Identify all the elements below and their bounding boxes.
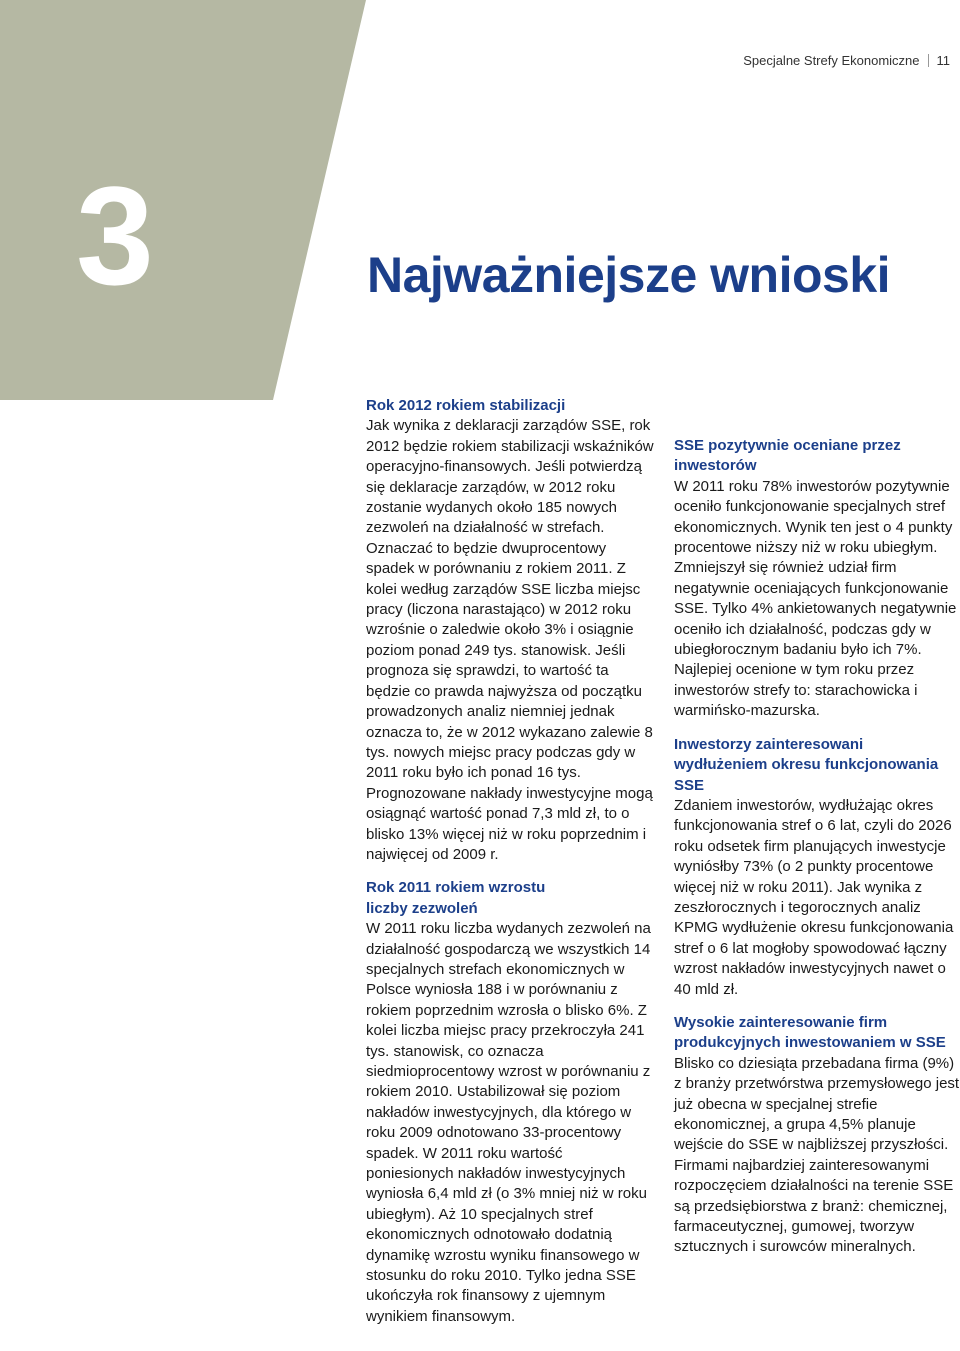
section-extension-interest: [674, 735, 960, 1000]
section-heading: Wysokie zainteresowanie firm produkcyjnych inwestowaniem w SSE: [674, 1013, 946, 1052]
section-body: Zdaniem inwestorów, wydłużając okres funkcjonowania stref o 6 lat, czyli do 2026 roku odsetek firm planujących inwestycje wyniósłby 73% (o 2 punkty procentowe więcej niż w roku 2011). Jak wynika z zeszłorocznych i tegorocznych analiz KPMG wydłużenie okresu funkcjonowania stref o 6 lat mogłoby spowodować łączny wzrost nakładów inwestycyjnych nawet o 40 mld zł.: [674, 796, 954, 998]
section-body: Jak wynika z deklaracji zarządów SSE, rok 2012 będzie rokiem stabilizacji wskaźników operacyjno-finansowych. Jeśli potwierdzą się deklaracje zarządów, w 2012 roku zostanie wydanych około 185 nowych zezwoleń na działalność w strefach. Oznaczać to będzie dwuprocentowy spadek w porównaniu z rokiem 2011. Z kolei według zarządów SSE liczba miejsc pracy (liczona narastająco) w 2012 roku wzrośnie o zaledwie około 3% i osiągnie poziom ponad 249 tys. stanowisk. Jeśli prognoza się sprawdzi, to wartość ta będzie co prawda najwyższa od początku prowadzonych analiz niemniej jednak oznacza to, że w 2012 wykazano zalewie 8 tys. nowych miejsc pracy podczas gdy w 2011 roku było ich ponad 16 tys. Prognozowane nakłady inwestycyjne mogą osiągnąć wartość ponad 7,3 mld zł, to o blisko 13% więcej niż w roku poprzednim i najwięcej od 2009 r.: [366, 417, 654, 863]
section-heading: Rok 2011 rokiem wzrostu liczby zezwoleń: [366, 879, 546, 917]
section-permits-growth: [366, 878, 654, 1327]
section-investor-rating: [674, 396, 960, 722]
chapter-number: 3: [76, 157, 154, 314]
page-number: 11: [936, 53, 950, 68]
section-body: Blisko co dziesiąta przebadana firma (9%) z branży przetwórstwa przemysłowego jest już obecna w specjalnej strefie ekonomicznej, a grupa 4,5% planuje wejście do SSE w najbliższej przyszłości. Firmami najbardziej zainteresowanymi rozpoczęciem działalności na terenie SSE są przedsiębiorstwa z branż: chemicznej, farmaceutycznej, gumowej, tworzyw sztucznych i surowców mineralnych.: [674, 1054, 960, 1256]
section-body: W 2011 roku liczba wydanych zezwoleń na działalność gospodarczą we wszystkich 14 specjalnych strefach ekonomicznych w Polsce wyniosła 188 i w porównaniu z rokiem poprzednim wzrosła o blisko 6%. Z kolei liczba miejsc pracy przekroczyła 241 tys. stanowisk, co oznacza siedmioprocentowy wzrost w porównaniu z rokiem 2010. Ustabilizował się poziom nakładów inwestycyjnych, dla którego w roku 2009 odnotowano 33-procentowy spadek. W 2011 roku wartość poniesionych nakładów inwestycyjnych wyniosła 6,4 mld zł (o 3% mniej niż w roku ubiegłym). Aż 10 specjalnych stref ekonomicznych odnotowało dodatnią dynamikę wzrostu wyniku finansowego w stosunku do roku 2010. Tylko jedna SSE ukończyła rok finansowy z ujemnym wynikiem finansowym.: [366, 920, 651, 1325]
header-divider: [928, 54, 929, 67]
section-manufacturing-interest: [674, 1013, 960, 1258]
publication-title: Specjalne Strefy Ekonomiczne: [743, 53, 920, 68]
section-heading: Rok 2012 rokiem stabilizacji: [366, 397, 566, 414]
section-heading: Inwestorzy zainteresowani wydłużeniem okresu funkcjonowania SSE: [674, 735, 939, 794]
section-body: W 2011 roku 78% inwestorów pozytywnie oceniło funkcjonowanie specjalnych stref ekonomicznych. Wynik ten jest o 4 punkty procentowe niższy niż w roku ubiegłym. Zmniejszył się również udział firm negatywnie oceniających funkcjonowanie SSE. Tylko 4% ankietowanych negatywnie oceniło ich działalność, podczas gdy w ubiegłorocznym badaniu było ich 7%. Najlepiej ocenione w tym roku przez inwestorów strefy to: starachowicka i warmińsko-mazurska.: [674, 477, 957, 720]
text-column-left: [366, 396, 654, 1340]
section-heading: SSE pozytywnie oceniane przez inwestorów: [674, 437, 901, 475]
section-stabilization: [366, 396, 654, 865]
decorative-parallelogram: [0, 0, 370, 400]
running-header: [743, 53, 950, 68]
chapter-title: Najważniejsze wnioski: [367, 247, 891, 303]
text-column-right: [674, 396, 960, 1271]
